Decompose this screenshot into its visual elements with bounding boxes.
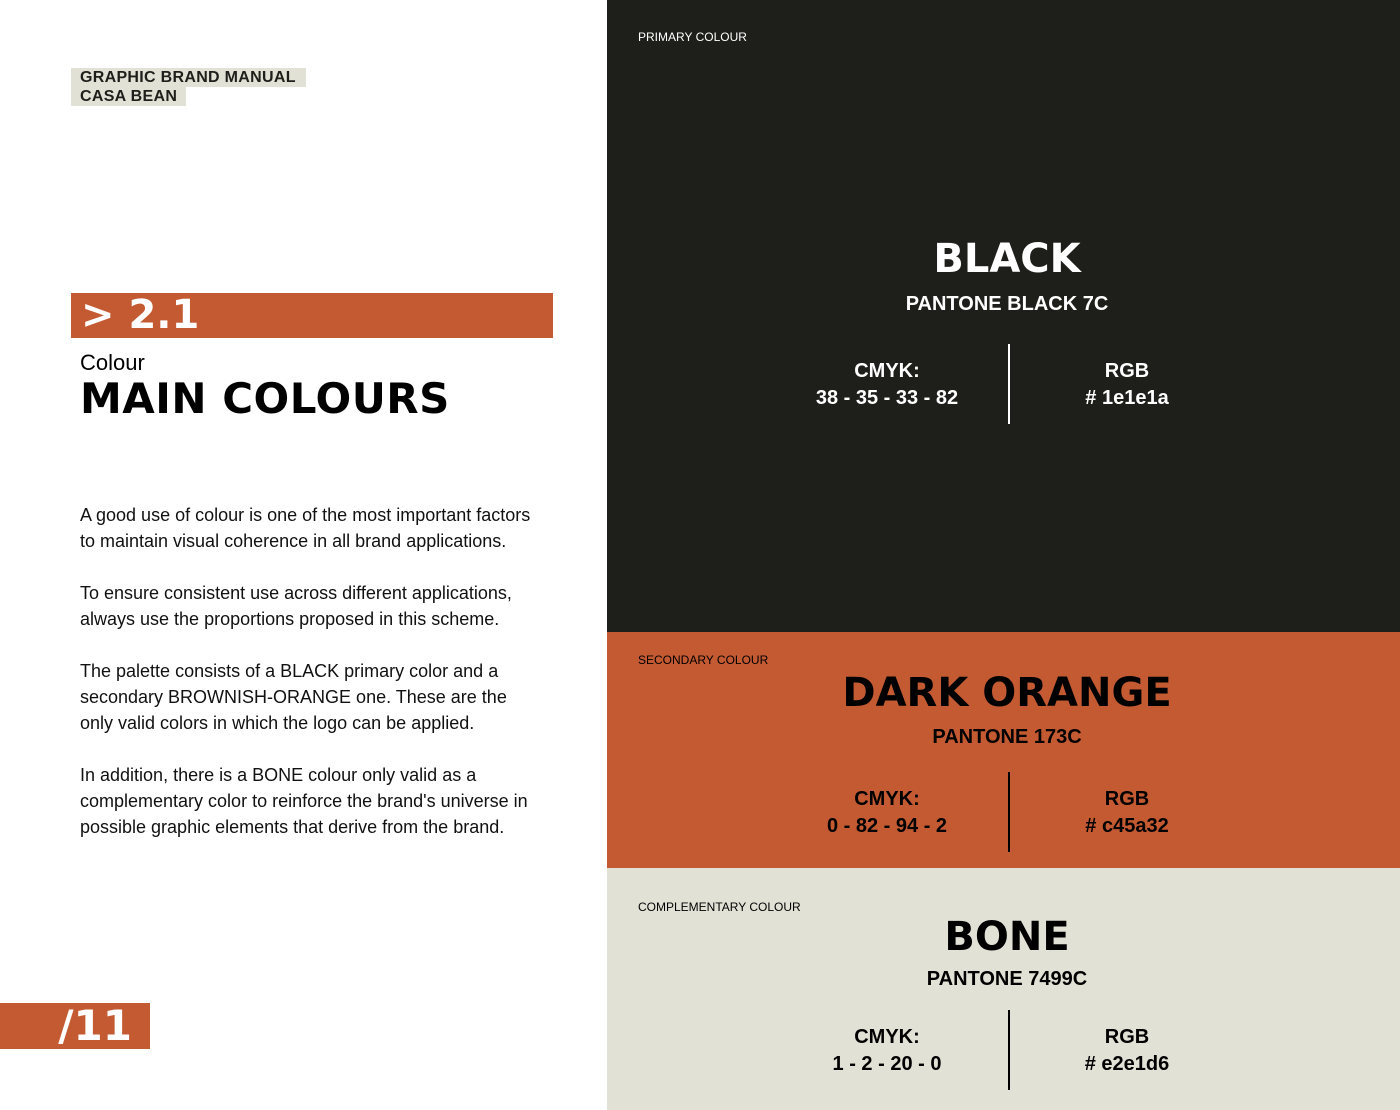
paragraph: A good use of colour is one of the most important factors to maintain visual coherence in all brand applications. <box>80 505 531 551</box>
rgb <box>1007 786 1247 840</box>
pantone: PANTONE 7499C <box>926 968 1088 990</box>
cmyk <box>767 1024 1007 1078</box>
rgb-value: # 1e1e1a <box>1085 387 1169 409</box>
section-number: > 2.1 <box>71 293 553 338</box>
cmyk <box>767 358 1007 412</box>
cmyk-label: CMYK: <box>854 788 920 810</box>
colour-label: PRIMARY COLOUR <box>638 30 747 44</box>
colour-name: BONE <box>944 914 1070 960</box>
colour-card-orange <box>607 632 1400 868</box>
cmyk-value: 0 - 82 - 94 - 2 <box>826 815 948 837</box>
colour-label: COMPLEMENTARY COLOUR <box>638 900 801 914</box>
colour-name: BLACK <box>933 236 1081 282</box>
rgb-label: RGB <box>1104 1026 1150 1048</box>
section-subtitle: Colour <box>80 350 145 375</box>
cmyk-value: 38 - 35 - 33 - 82 <box>815 387 959 409</box>
rgb <box>1007 358 1247 412</box>
paragraph: To ensure consistent use across different applications, always use the proportions proposed in this scheme. <box>80 583 512 629</box>
rgb-value: # e2e1d6 <box>1084 1053 1170 1075</box>
rgb-label: RGB <box>1104 788 1150 810</box>
page-number: /11 <box>0 1003 150 1049</box>
colour-card-black <box>607 0 1400 632</box>
pantone: PANTONE BLACK 7C <box>905 293 1109 315</box>
pantone: PANTONE 173C <box>932 726 1082 748</box>
colour-name: DARK ORANGE <box>842 670 1172 716</box>
header-line1: GRAPHIC BRAND MANUAL <box>71 68 306 87</box>
colour-label: SECONDARY COLOUR <box>638 653 769 667</box>
header-line2: CASA BEAN <box>71 87 186 106</box>
rgb-value: # c45a32 <box>1085 815 1169 837</box>
cmyk-label: CMYK: <box>854 360 920 382</box>
body-text <box>80 502 540 866</box>
manual-header <box>71 68 306 106</box>
cmyk <box>767 786 1007 840</box>
rgb <box>1007 1024 1247 1078</box>
cmyk-value: 1 - 2 - 20 - 0 <box>832 1053 942 1075</box>
paragraph: In addition, there is a BONE colour only valid as a complementary color to reinforce the brand's universe in possible graphic elements that derive from the brand. <box>80 765 528 837</box>
cmyk-label: CMYK: <box>854 1026 920 1048</box>
paragraph: The palette consists of a BLACK primary color and a secondary BROWNISH-ORANGE one. These are the only valid colors in which the logo can be applied. <box>80 661 507 733</box>
colour-card-bone <box>607 868 1400 1110</box>
rgb-label: RGB <box>1104 360 1150 382</box>
section-title: MAIN COLOURS <box>80 374 450 423</box>
